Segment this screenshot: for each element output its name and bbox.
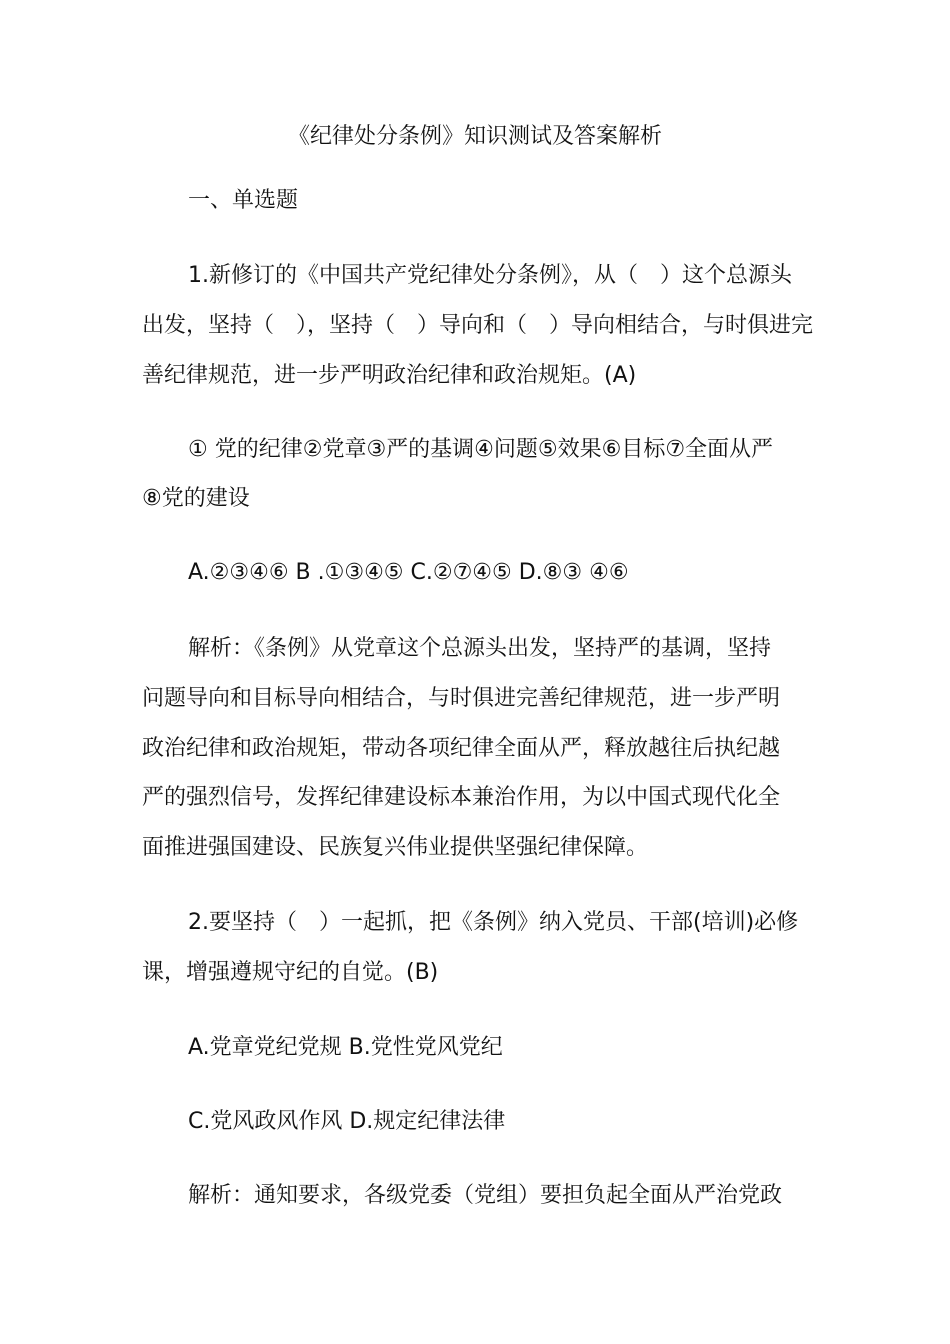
document-title: 《纪律处分条例》知识测试及答案解析: [287, 124, 662, 149]
question-2-analysis-line: 解析：通知要求，各级党委（党组）要担负起全面从严治党政: [188, 1183, 783, 1208]
question-2-stem-line: 2.要坚持（ ）一起抓，把《条例》纳入党员、干部(培训)必修: [188, 910, 799, 935]
question-1-stem-line: 善纪律规范，进一步严明政治纪律和政治规矩。(A): [142, 363, 637, 388]
question-1-stem-line: 1.新修订的《中国共产党纪律处分条例》，从（ ）这个总源头: [188, 263, 792, 288]
question-1-analysis-line: 政治纪律和政治规矩，带动各项纪律全面从严，释放越往后执纪越: [142, 736, 781, 761]
question-1-analysis-line: 问题导向和目标导向相结合，与时俱进完善纪律规范，进一步严明: [142, 686, 781, 711]
question-1-stem-line: 出发，坚持（ ），坚持（ ）导向和（ ）导向相结合，与时俱进完: [142, 313, 814, 338]
question-2-stem-line: 课，增强遵规守纪的自觉。(B): [142, 960, 439, 985]
question-1-analysis-line: 解析：《条例》从党章这个总源头出发，坚持严的基调，坚持: [188, 636, 772, 661]
question-1-analysis-line: 严的强烈信号，发挥纪律建设标本兼治作用，为以中国式现代化全: [142, 785, 781, 810]
question-1-analysis-line: 面推进强国建设、民族复兴伟业提供坚强纪律保障。: [142, 835, 649, 860]
question-1-items-line: ⑧党的建设: [142, 486, 250, 511]
question-1-options: A.②③④⑥ B .①③④⑤ C.②⑦④⑤ D.⑧③ ④⑥: [188, 560, 629, 585]
question-2-option-line: C.党风政风作风 D.规定纪律法律: [188, 1109, 506, 1134]
question-1-items-line: ① 党的纪律②党章③严的基调④问题⑤效果⑥目标⑦全面从严: [188, 437, 774, 462]
section-heading: 一、单选题: [188, 188, 299, 213]
question-2-option-line: A.党章党纪党规 B.党性党风党纪: [188, 1035, 503, 1060]
